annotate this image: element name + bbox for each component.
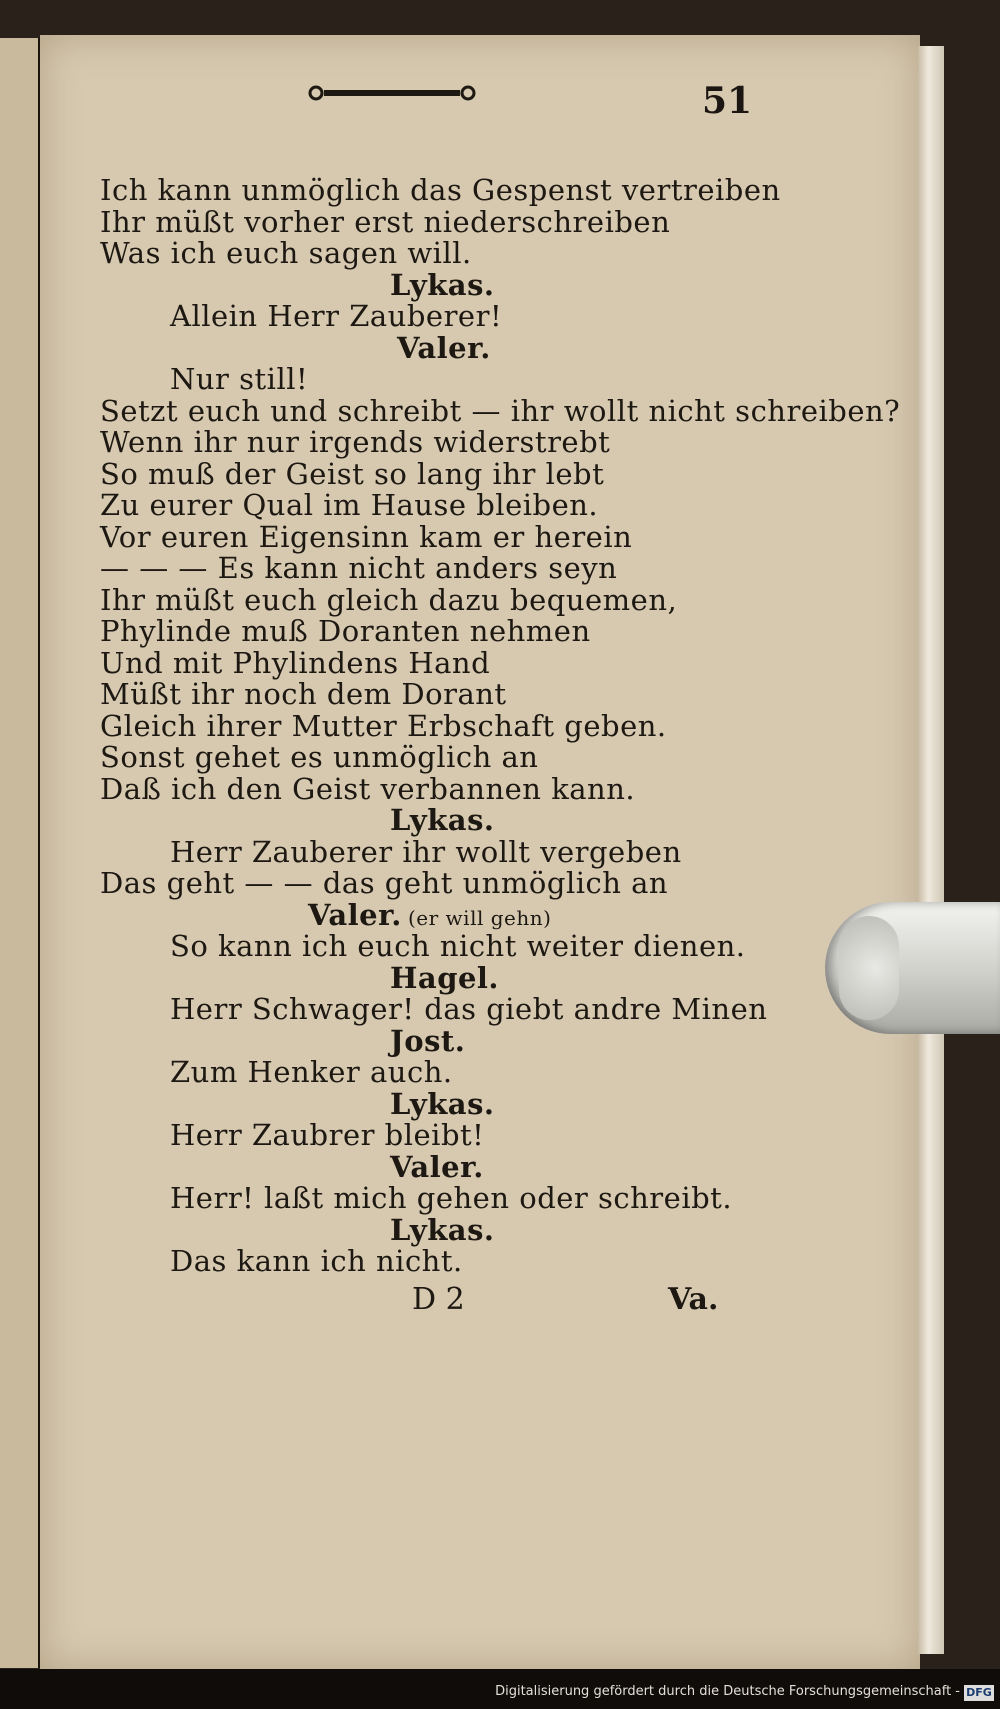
text-line: Vor euren Eigensinn kam er herein xyxy=(100,520,633,554)
text-line: Herr Zauberer ihr wollt vergeben xyxy=(170,835,682,869)
text-line: Gleich ihrer Mutter Erbschaft geben. xyxy=(100,709,667,743)
text-line: — — — Es kann nicht anders seyn xyxy=(100,551,618,585)
text-line: Nur still! xyxy=(170,362,309,396)
speaker-name: Lykas. xyxy=(390,268,495,302)
text-line: Und mit Phylindens Hand xyxy=(100,646,491,680)
text-line: Sonst gehet es unmöglich an xyxy=(100,740,539,774)
text-line: Herr Schwager! das giebt andre Minen xyxy=(170,992,768,1026)
speaker-name: Jost. xyxy=(390,1024,466,1058)
speaker-name: Lykas. xyxy=(390,803,495,837)
text-line: Setzt euch und schreibt — ihr wollt nicht schreiben? xyxy=(100,394,901,428)
digitization-credit: Digitalisierung gefördert durch die Deutsche Forschungsgemeinschaft - xyxy=(495,1684,960,1699)
text-line: Ihr müßt vorher erst niederschreiben xyxy=(100,205,671,239)
stage-direction: (er will gehn) xyxy=(408,906,552,930)
text-line: Das geht — — das geht unmöglich an xyxy=(100,866,669,900)
text-line: Das kann ich nicht. xyxy=(170,1244,463,1278)
speaker-name: Valer. xyxy=(397,331,491,365)
text-line: Zum Henker auch. xyxy=(170,1055,453,1089)
speaker-name: Lykas. xyxy=(390,1087,495,1121)
text-line: Daß ich den Geist verbannen kann. xyxy=(100,772,636,806)
text-line: So muß der Geist so lang ihr lebt xyxy=(100,457,605,491)
page-number: 51 xyxy=(702,80,753,122)
text-line: Herr! laßt mich gehen oder schreibt. xyxy=(170,1181,733,1215)
text-line: Allein Herr Zauberer! xyxy=(170,299,503,333)
text-line: So kann ich euch nicht weiter dienen. xyxy=(170,929,746,963)
dfg-logo: DFG xyxy=(964,1685,994,1701)
text-line: Zu eurer Qual im Hause bleiben. xyxy=(100,488,599,522)
speaker-name: Lykas. xyxy=(390,1213,495,1247)
catchword: Va. xyxy=(668,1282,719,1317)
text-line: Phylinde muß Doranten nehmen xyxy=(100,614,591,648)
text-line: Wenn ihr nur irgends widerstrebt xyxy=(100,425,611,459)
speaker-name: Hagel. xyxy=(390,961,500,995)
speaker-name: Valer. xyxy=(308,898,402,932)
text-line: Müßt ihr noch dem Dorant xyxy=(100,677,507,711)
text-line: Was ich euch sagen will. xyxy=(100,236,472,270)
text-line: Ich kann unmöglich das Gespenst vertreiben xyxy=(100,173,781,207)
clip-knob xyxy=(839,916,899,1020)
text-line: Ihr müßt euch gleich dazu bequemen, xyxy=(100,583,678,617)
page-clip xyxy=(825,902,1000,1034)
speaker-name: Valer. xyxy=(390,1150,484,1184)
text-line: Herr Zaubrer bleibt! xyxy=(170,1118,485,1152)
signature-mark: D 2 xyxy=(412,1282,465,1317)
